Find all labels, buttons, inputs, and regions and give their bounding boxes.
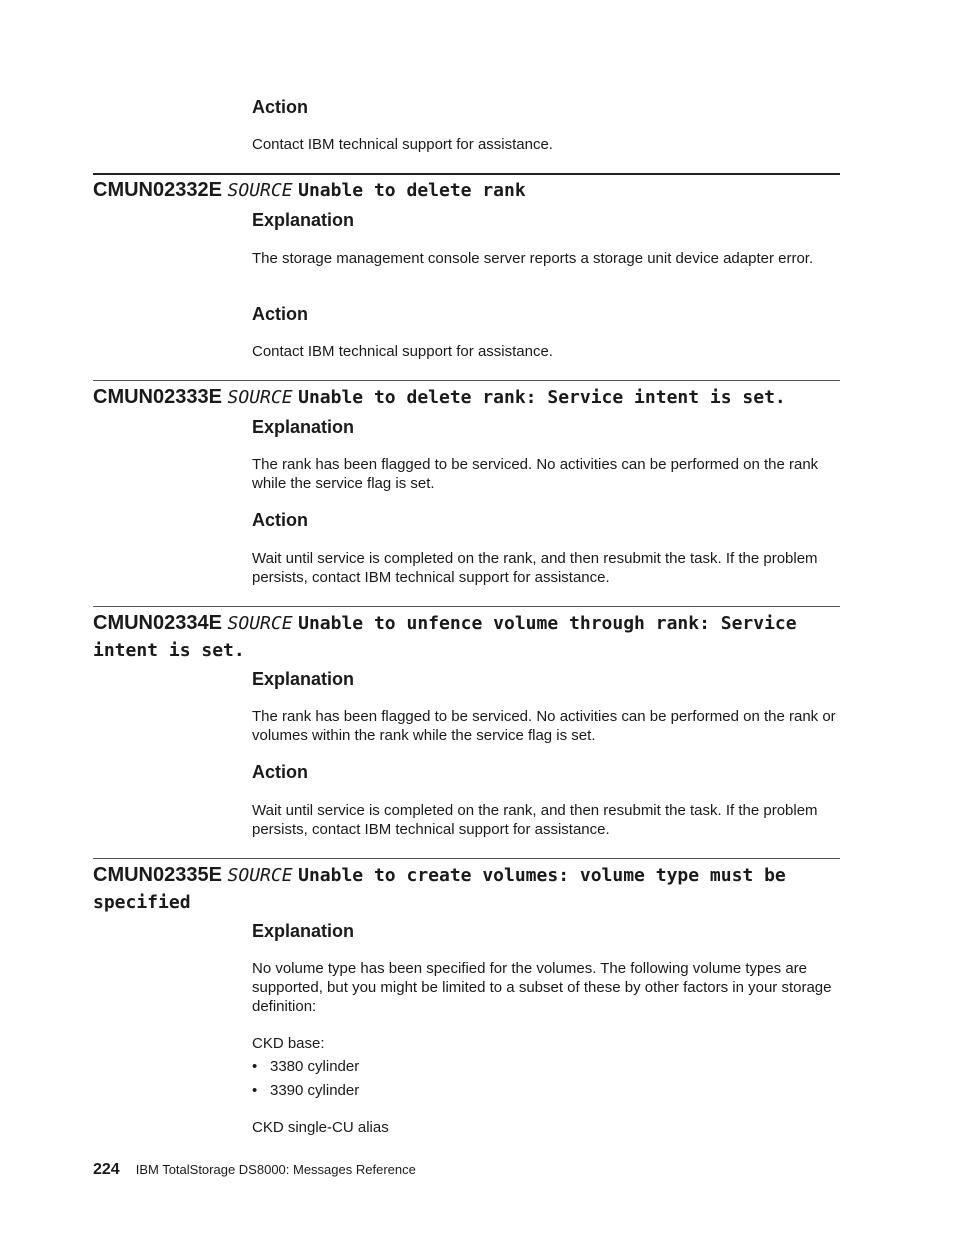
footer-title: IBM TotalStorage DS8000: Messages Reference <box>135 1162 416 1177</box>
action-heading: Action <box>252 97 308 117</box>
action-heading: Action <box>252 762 308 782</box>
page-footer <box>93 1161 416 1179</box>
message-source: SOURCE <box>227 865 293 886</box>
message-code: CMUN02334E <box>93 612 222 634</box>
list-item: • 3390 cylinder <box>252 1079 359 1103</box>
message-title <box>93 177 840 204</box>
bullet-icon: • <box>252 1058 258 1075</box>
message-text: Unable to delete rank <box>298 180 526 201</box>
explanation-text: The rank has been flagged to be serviced. No activities can be performed on the rank while the service flag is set. <box>252 456 819 492</box>
message-title <box>93 610 840 664</box>
explanation-text: The rank has been flagged to be serviced. No activities can be performed on the rank or volumes within the rank while the service flag is set. <box>252 708 836 744</box>
action-heading: Action <box>252 510 308 530</box>
explanation-heading: Explanation <box>252 210 355 230</box>
message-text: Unable to unfence volume through rank: Service intent is set. <box>93 613 797 661</box>
action-text: Contact IBM technical support for assistance. <box>252 343 553 360</box>
message-text: Unable to create volumes: volume type must be specified <box>93 865 786 913</box>
explanation-heading: Explanation <box>252 921 355 941</box>
message-divider <box>93 173 840 175</box>
message-title <box>93 384 840 411</box>
message-source: SOURCE <box>227 180 293 201</box>
action-text: Wait until service is completed on the rank, and then resubmit the task. If the problem persists, contact IBM technical support for assistance. <box>252 802 818 838</box>
message-code: CMUN02333E <box>93 386 222 408</box>
message-title <box>93 862 840 916</box>
message-text: Unable to delete rank: Service intent is set. <box>298 387 786 408</box>
explanation-text: The storage management console server reports a storage unit device adapter error. <box>252 250 814 267</box>
message-divider <box>93 606 840 607</box>
message-source: SOURCE <box>227 613 293 634</box>
ckd-alias-label: CKD single-CU alias <box>252 1119 389 1136</box>
message-divider <box>93 380 840 381</box>
message-divider <box>93 858 840 859</box>
ckd-base-label: CKD base: <box>252 1035 325 1052</box>
action-heading: Action <box>252 304 308 324</box>
message-code: CMUN02335E <box>93 864 222 886</box>
explanation-heading: Explanation <box>252 417 355 437</box>
explanation-text: No volume type has been specified for the volumes. The following volume types are supported, but you might be limited to a subset of these by other factors in your storage definition: <box>252 960 832 1015</box>
action-text: Contact IBM technical support for assistance. <box>252 136 553 153</box>
list-item: • 3380 cylinder <box>252 1055 359 1079</box>
ckd-base-list <box>252 1055 359 1103</box>
message-source: SOURCE <box>227 387 293 408</box>
page-number: 224 <box>93 1161 120 1178</box>
explanation-heading: Explanation <box>252 669 355 689</box>
action-text: Wait until service is completed on the rank, and then resubmit the task. If the problem persists, contact IBM technical support for assistance. <box>252 550 818 586</box>
bullet-icon: • <box>252 1082 258 1099</box>
message-code: CMUN02332E <box>93 179 222 201</box>
